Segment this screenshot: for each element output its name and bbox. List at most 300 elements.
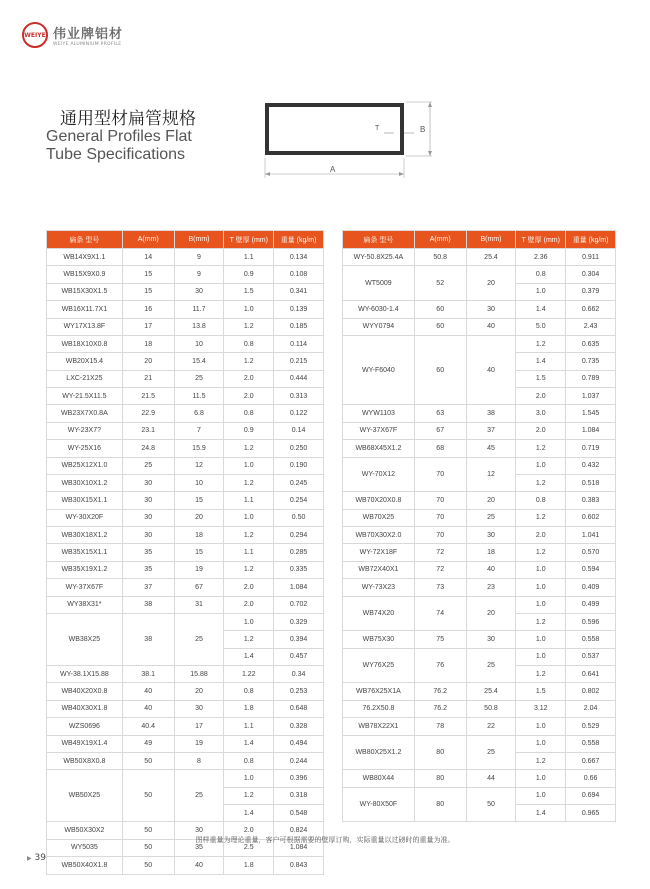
- b-cell: 50: [466, 787, 516, 822]
- thickness-cell: 1.0: [516, 457, 566, 474]
- table-row: [47, 370, 324, 387]
- model-cell: WY-23X7?: [47, 422, 123, 439]
- table-row: [47, 266, 324, 283]
- weight-cell: 0.602: [566, 509, 616, 526]
- a-cell: 70: [414, 527, 466, 544]
- thickness-cell: 1.0: [224, 613, 274, 630]
- model-cell: WY-38.1X15.88: [47, 666, 123, 683]
- a-cell: 49: [122, 735, 174, 752]
- thickness-cell: 1.4: [224, 735, 274, 752]
- a-cell: 72: [414, 544, 466, 561]
- weight-cell: 0.304: [566, 266, 616, 283]
- weight-cell: 0.244: [274, 752, 324, 769]
- table-row: [47, 388, 324, 405]
- thickness-cell: 1.4: [224, 648, 274, 665]
- weight-cell: 0.824: [274, 822, 324, 839]
- model-cell: WY-80X50F: [343, 787, 415, 822]
- table-row: [47, 561, 324, 578]
- a-cell: 60: [414, 301, 466, 318]
- b-cell: 18: [174, 527, 224, 544]
- b-cell: 15.4: [174, 353, 224, 370]
- table-row: [343, 527, 616, 544]
- a-cell: 40: [122, 700, 174, 717]
- weight-cell: 0.667: [566, 752, 616, 769]
- a-cell: 21.5: [122, 388, 174, 405]
- thickness-cell: 2.0: [516, 527, 566, 544]
- thickness-cell: 1.5: [224, 283, 274, 300]
- table-row: [343, 735, 616, 752]
- a-cell: 80: [414, 770, 466, 787]
- weight-cell: 0.662: [566, 301, 616, 318]
- table-row: [343, 544, 616, 561]
- model-cell: WB40X30X1.8: [47, 700, 123, 717]
- table-row: [47, 283, 324, 300]
- model-cell: WB16X11.7X1: [47, 301, 123, 318]
- weight-cell: 1.084: [274, 839, 324, 856]
- thickness-cell: 1.2: [516, 440, 566, 457]
- a-cell: 30: [122, 509, 174, 526]
- model-cell: WB50X30X2: [47, 822, 123, 839]
- model-cell: 76.2X50.8: [343, 700, 415, 717]
- a-cell: 38: [122, 613, 174, 665]
- model-cell: WB30X10X1.2: [47, 474, 123, 491]
- weight-cell: 0.735: [566, 353, 616, 370]
- weight-cell: 0.635: [566, 335, 616, 352]
- weight-cell: 0.594: [566, 561, 616, 578]
- thickness-cell: 1.0: [516, 579, 566, 596]
- model-cell: WB50X8X0.8: [47, 752, 123, 769]
- model-cell: WY-72X18F: [343, 544, 415, 561]
- b-cell: 25: [466, 648, 516, 683]
- model-cell: WYY0794: [343, 318, 415, 335]
- weight-cell: 0.335: [274, 561, 324, 578]
- model-cell: WY-37X67F: [343, 422, 415, 439]
- b-cell: 25: [466, 735, 516, 770]
- thickness-cell: 1.2: [224, 474, 274, 491]
- a-cell: 15: [122, 266, 174, 283]
- spec-table-left: [46, 230, 324, 875]
- table-header-row: [47, 231, 324, 249]
- column-header: T 壁厚 (mm): [516, 231, 566, 249]
- b-cell: 40: [174, 857, 224, 874]
- a-cell: 60: [414, 318, 466, 335]
- footnote: 图样重量为理论重量，客户可根据需要的壁厚订购，实际重量以过磅时的重量为准。: [195, 836, 455, 844]
- b-cell: 7: [174, 422, 224, 439]
- weight-cell: 0.379: [566, 283, 616, 300]
- table-row: [47, 405, 324, 422]
- model-cell: WB74X20: [343, 596, 415, 631]
- weight-cell: 0.789: [566, 370, 616, 387]
- table-row: [343, 648, 616, 665]
- thickness-cell: 2.0: [224, 388, 274, 405]
- globe-logo-icon: WEIYE: [22, 22, 48, 48]
- triangle-icon: ▶: [27, 855, 32, 862]
- weight-cell: 1.084: [566, 422, 616, 439]
- weight-cell: 1.037: [566, 388, 616, 405]
- table-row: [343, 770, 616, 787]
- weight-cell: 0.648: [274, 700, 324, 717]
- b-cell: 9: [174, 266, 224, 283]
- table-row: [343, 700, 616, 717]
- a-cell: 25: [122, 457, 174, 474]
- model-cell: WY17X13.8F: [47, 318, 123, 335]
- thickness-cell: 1.1: [224, 544, 274, 561]
- thickness-cell: 1.0: [516, 718, 566, 735]
- column-header: 重量 (kg/m): [274, 231, 324, 249]
- table-row: [47, 613, 324, 630]
- weight-cell: 0.185: [274, 318, 324, 335]
- weight-cell: 2.43: [566, 318, 616, 335]
- model-cell: WYW1103: [343, 405, 415, 422]
- a-cell: 24.8: [122, 440, 174, 457]
- model-cell: WY-70X12: [343, 457, 415, 492]
- weight-cell: 0.139: [274, 301, 324, 318]
- table-row: [47, 718, 324, 735]
- b-cell: 9: [174, 249, 224, 266]
- weight-cell: 0.694: [566, 787, 616, 804]
- a-cell: 23.1: [122, 422, 174, 439]
- model-cell: WB49X19X1.4: [47, 735, 123, 752]
- a-cell: 50: [122, 752, 174, 769]
- weight-cell: 0.641: [566, 666, 616, 683]
- thickness-cell: 3.12: [516, 700, 566, 717]
- model-cell: WZS0696: [47, 718, 123, 735]
- thickness-cell: 0.8: [516, 266, 566, 283]
- model-cell: WB68X45X1.2: [343, 440, 415, 457]
- column-header: B(mm): [174, 231, 224, 249]
- a-cell: 22.9: [122, 405, 174, 422]
- a-cell: 14: [122, 249, 174, 266]
- table-header-row: [343, 231, 616, 249]
- table-row: [343, 457, 616, 474]
- model-cell: WY-73X23: [343, 579, 415, 596]
- thickness-cell: 0.8: [224, 405, 274, 422]
- dim-b-label: B: [420, 125, 426, 134]
- b-cell: 30: [174, 822, 224, 839]
- a-cell: 76: [414, 648, 466, 683]
- a-cell: 75: [414, 631, 466, 648]
- a-cell: 50: [122, 822, 174, 839]
- weight-cell: 0.432: [566, 457, 616, 474]
- model-cell: WB50X40X1.8: [47, 857, 123, 874]
- b-cell: 6.8: [174, 405, 224, 422]
- thickness-cell: 1.4: [516, 301, 566, 318]
- weight-cell: 0.66: [566, 770, 616, 787]
- model-cell: WB23X7X0.8A: [47, 405, 123, 422]
- model-cell: WY-50.8X25.4A: [343, 249, 415, 266]
- b-cell: 38: [466, 405, 516, 422]
- model-cell: WB30X15X1.1: [47, 492, 123, 509]
- weight-cell: 0.558: [566, 735, 616, 752]
- thickness-cell: 0.8: [224, 335, 274, 352]
- page-title-en: General Profiles Flat Tube Specifications: [46, 128, 192, 163]
- thickness-cell: 2.0: [224, 596, 274, 613]
- a-cell: 35: [122, 544, 174, 561]
- weight-cell: 0.444: [274, 370, 324, 387]
- weight-cell: 2.04: [566, 700, 616, 717]
- thickness-cell: 1.0: [224, 509, 274, 526]
- b-cell: 8: [174, 752, 224, 769]
- table-row: [343, 492, 616, 509]
- a-cell: 18: [122, 335, 174, 352]
- weight-cell: 0.108: [274, 266, 324, 283]
- thickness-cell: 1.2: [516, 509, 566, 526]
- thickness-cell: 2.0: [516, 388, 566, 405]
- b-cell: 15.9: [174, 440, 224, 457]
- thickness-cell: 1.1: [224, 249, 274, 266]
- table-row: [343, 596, 616, 613]
- a-cell: 80: [414, 787, 466, 822]
- weight-cell: 0.114: [274, 335, 324, 352]
- b-cell: 31: [174, 596, 224, 613]
- a-cell: 70: [414, 492, 466, 509]
- a-cell: 40.4: [122, 718, 174, 735]
- table-row: [47, 857, 324, 874]
- a-cell: 50: [122, 857, 174, 874]
- weight-cell: 0.328: [274, 718, 324, 735]
- b-cell: 50.8: [466, 700, 516, 717]
- a-cell: 80: [414, 735, 466, 770]
- model-cell: WY-21.5X11.5: [47, 388, 123, 405]
- table-row: [47, 249, 324, 266]
- thickness-cell: 1.2: [224, 561, 274, 578]
- b-cell: 30: [466, 631, 516, 648]
- thickness-cell: 1.1: [224, 718, 274, 735]
- weight-cell: 0.499: [566, 596, 616, 613]
- a-cell: 78: [414, 718, 466, 735]
- b-cell: 17: [174, 718, 224, 735]
- weight-cell: 0.341: [274, 283, 324, 300]
- model-cell: WB80X25X1.2: [343, 735, 415, 770]
- thickness-cell: 0.8: [516, 492, 566, 509]
- table-row: [47, 735, 324, 752]
- table-row: [343, 405, 616, 422]
- thickness-cell: 1.22: [224, 666, 274, 683]
- brand-name-cn: 伟业牌铝材: [53, 27, 124, 42]
- b-cell: 25: [466, 509, 516, 526]
- column-header: T 壁厚 (mm): [224, 231, 274, 249]
- weight-cell: 0.558: [566, 631, 616, 648]
- weight-cell: 0.253: [274, 683, 324, 700]
- weight-cell: 0.911: [566, 249, 616, 266]
- b-cell: 25.4: [466, 249, 516, 266]
- weight-cell: 0.122: [274, 405, 324, 422]
- b-cell: 25: [174, 370, 224, 387]
- column-header: 扁条 型号: [47, 231, 123, 249]
- b-cell: 25: [174, 613, 224, 665]
- table-row: [343, 440, 616, 457]
- thickness-cell: 5.0: [516, 318, 566, 335]
- table-row: [47, 422, 324, 439]
- b-cell: 40: [466, 561, 516, 578]
- thickness-cell: 1.2: [224, 353, 274, 370]
- brand-name-en: WEIYE ALUMINIUM PROFILE: [53, 42, 122, 47]
- thickness-cell: 2.0: [516, 422, 566, 439]
- a-cell: 30: [122, 492, 174, 509]
- weight-cell: 1.084: [274, 579, 324, 596]
- b-cell: 25.4: [466, 683, 516, 700]
- b-cell: 15: [174, 492, 224, 509]
- model-cell: WB20X15.4: [47, 353, 123, 370]
- model-cell: WB78X22X1: [343, 718, 415, 735]
- b-cell: 15: [174, 544, 224, 561]
- table-row: [343, 422, 616, 439]
- a-cell: 74: [414, 596, 466, 631]
- b-cell: 10: [174, 335, 224, 352]
- a-cell: 30: [122, 474, 174, 491]
- table-row: [343, 683, 616, 700]
- thickness-cell: 1.0: [516, 770, 566, 787]
- weight-cell: 0.215: [274, 353, 324, 370]
- weight-cell: 0.596: [566, 613, 616, 630]
- weight-cell: 0.570: [566, 544, 616, 561]
- thickness-cell: 1.4: [516, 805, 566, 822]
- thickness-cell: 1.2: [516, 666, 566, 683]
- b-cell: 23: [466, 579, 516, 596]
- b-cell: 10: [174, 474, 224, 491]
- a-cell: 16: [122, 301, 174, 318]
- model-cell: WY-F6040: [343, 335, 415, 405]
- b-cell: 20: [174, 509, 224, 526]
- model-cell: WB15X30X1.5: [47, 283, 123, 300]
- model-cell: LXC-21X25: [47, 370, 123, 387]
- table-row: [47, 700, 324, 717]
- a-cell: 67: [414, 422, 466, 439]
- thickness-cell: 1.8: [224, 857, 274, 874]
- b-cell: 22: [466, 718, 516, 735]
- b-cell: 19: [174, 561, 224, 578]
- b-cell: 40: [466, 335, 516, 405]
- dim-t-label: T: [375, 125, 380, 132]
- page-number: ▶ 39: [27, 853, 46, 863]
- weight-cell: 0.245: [274, 474, 324, 491]
- b-cell: 25: [174, 770, 224, 822]
- model-cell: WB80X44: [343, 770, 415, 787]
- b-cell: 19: [174, 735, 224, 752]
- table-row: [47, 301, 324, 318]
- b-cell: 18: [466, 544, 516, 561]
- table-row: [47, 527, 324, 544]
- thickness-cell: 1.8: [224, 700, 274, 717]
- a-cell: 15: [122, 283, 174, 300]
- a-cell: 37: [122, 579, 174, 596]
- thickness-cell: 1.2: [516, 544, 566, 561]
- b-cell: 30: [466, 527, 516, 544]
- b-cell: 30: [466, 301, 516, 318]
- thickness-cell: 0.9: [224, 422, 274, 439]
- a-cell: 38: [122, 596, 174, 613]
- weight-cell: 0.843: [274, 857, 324, 874]
- weight-cell: 0.14: [274, 422, 324, 439]
- thickness-cell: 1.0: [516, 787, 566, 804]
- thickness-cell: 1.2: [516, 474, 566, 491]
- weight-cell: 0.965: [566, 805, 616, 822]
- a-cell: 20: [122, 353, 174, 370]
- table-row: [343, 561, 616, 578]
- thickness-cell: 1.2: [224, 440, 274, 457]
- b-cell: 45: [466, 440, 516, 457]
- weight-cell: 0.134: [274, 249, 324, 266]
- a-cell: 50.8: [414, 249, 466, 266]
- weight-cell: 0.50: [274, 509, 324, 526]
- column-header: A(mm): [122, 231, 174, 249]
- table-row: [47, 579, 324, 596]
- a-cell: 72: [414, 561, 466, 578]
- thickness-cell: 1.0: [516, 648, 566, 665]
- weight-cell: 0.254: [274, 492, 324, 509]
- a-cell: 40: [122, 683, 174, 700]
- b-cell: 20: [174, 683, 224, 700]
- b-cell: 20: [466, 266, 516, 301]
- b-cell: 20: [466, 492, 516, 509]
- a-cell: 70: [414, 457, 466, 492]
- weight-cell: 0.318: [274, 787, 324, 804]
- b-cell: 15.88: [174, 666, 224, 683]
- spec-table-right: [342, 230, 616, 822]
- a-cell: 30: [122, 527, 174, 544]
- thickness-cell: 0.8: [224, 752, 274, 769]
- table-row: [47, 457, 324, 474]
- thickness-cell: 1.0: [516, 561, 566, 578]
- model-cell: WB18X10X0.8: [47, 335, 123, 352]
- column-header: B(mm): [466, 231, 516, 249]
- table-row: [47, 353, 324, 370]
- weight-cell: 0.409: [566, 579, 616, 596]
- a-cell: 70: [414, 509, 466, 526]
- b-cell: 13.8: [174, 318, 224, 335]
- table-row: [47, 770, 324, 787]
- thickness-cell: 1.0: [516, 735, 566, 752]
- weight-cell: 0.34: [274, 666, 324, 683]
- model-cell: WY5035: [47, 839, 123, 856]
- brand-logo: [22, 22, 123, 48]
- b-cell: 11.5: [174, 388, 224, 405]
- weight-cell: 0.457: [274, 648, 324, 665]
- thickness-cell: 1.0: [224, 770, 274, 787]
- a-cell: 76.2: [414, 700, 466, 717]
- table-row: [47, 752, 324, 769]
- thickness-cell: 1.2: [224, 318, 274, 335]
- thickness-cell: 1.2: [224, 787, 274, 804]
- a-cell: 50: [122, 770, 174, 822]
- model-cell: WT5009: [343, 266, 415, 301]
- dim-a-label: A: [330, 165, 336, 174]
- b-cell: 12: [466, 457, 516, 492]
- a-cell: 21: [122, 370, 174, 387]
- model-cell: WB76X25X1A: [343, 683, 415, 700]
- model-cell: WB38X25: [47, 613, 123, 665]
- thickness-cell: 1.1: [224, 492, 274, 509]
- thickness-cell: 1.0: [516, 283, 566, 300]
- weight-cell: 0.548: [274, 805, 324, 822]
- model-cell: WB70X20X0.8: [343, 492, 415, 509]
- thickness-cell: 1.4: [224, 805, 274, 822]
- table-row: [343, 249, 616, 266]
- weight-cell: 0.537: [566, 648, 616, 665]
- table-row: [47, 474, 324, 491]
- page-title-cn: 通用型材扁管规格: [60, 109, 196, 129]
- column-header: A(mm): [414, 231, 466, 249]
- weight-cell: 0.250: [274, 440, 324, 457]
- table-row: [47, 683, 324, 700]
- model-cell: WB40X20X0.8: [47, 683, 123, 700]
- weight-cell: 0.719: [566, 440, 616, 457]
- b-cell: 30: [174, 700, 224, 717]
- a-cell: 63: [414, 405, 466, 422]
- weight-cell: 0.190: [274, 457, 324, 474]
- model-cell: WY-30X20F: [47, 509, 123, 526]
- weight-cell: 0.294: [274, 527, 324, 544]
